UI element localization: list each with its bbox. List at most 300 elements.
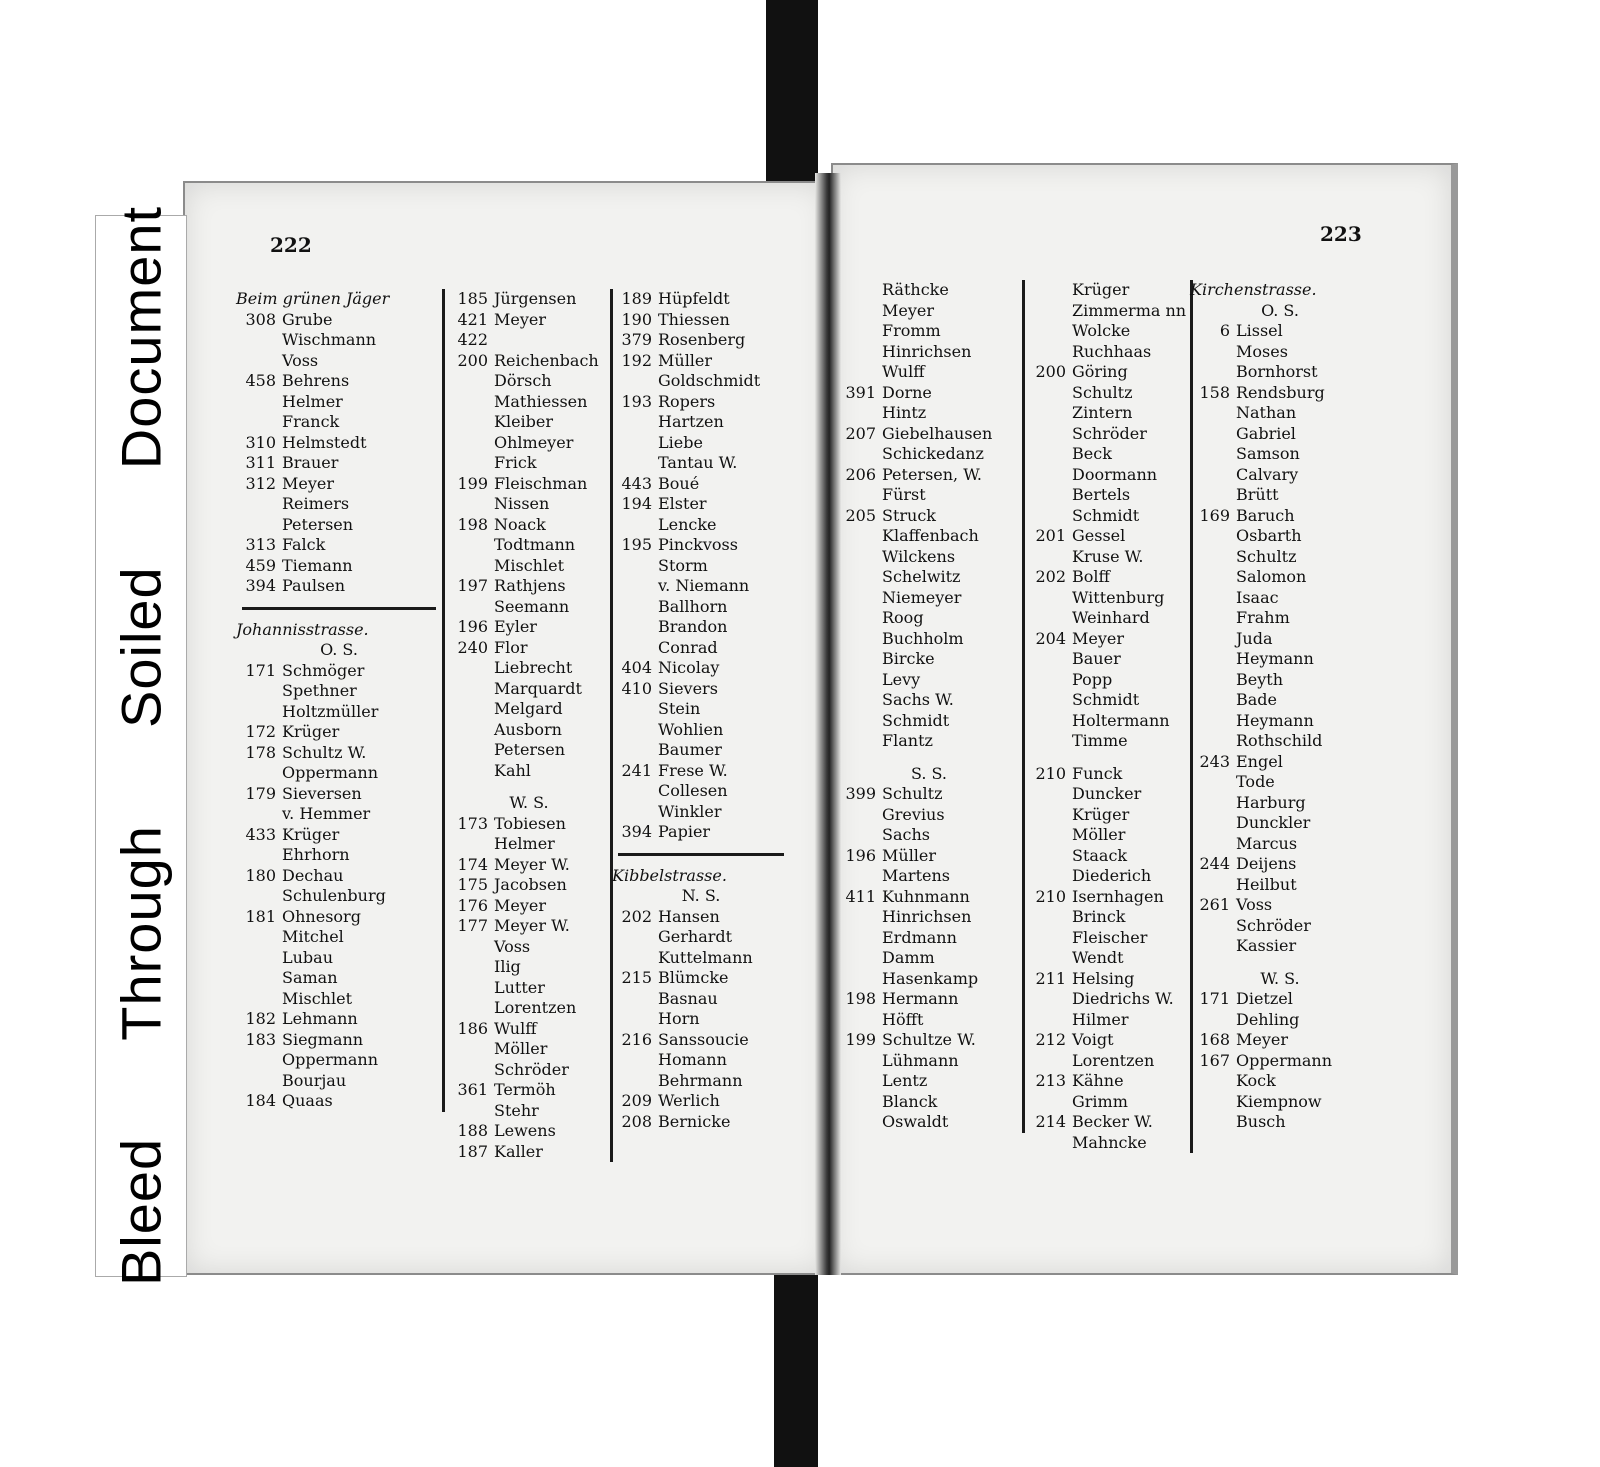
house-number: 458 — [245, 371, 276, 390]
resident-name: Hilmer — [1072, 1009, 1129, 1029]
resident-name: Wischmann — [282, 330, 377, 349]
resident-entry — [236, 556, 442, 577]
resident-name: Bourjau — [282, 1070, 347, 1090]
house-number: 197 — [457, 576, 488, 595]
house-number — [836, 866, 882, 887]
house-number — [448, 556, 494, 577]
resident-name: Schultz — [1072, 382, 1133, 402]
resident-entry — [448, 855, 610, 876]
house-number — [836, 711, 882, 732]
resident-entry — [1026, 424, 1190, 445]
resident-name: Dehling — [1236, 1009, 1300, 1029]
resident-entry — [448, 515, 610, 536]
resident-entry — [836, 1071, 1022, 1092]
stamp-word: Through — [109, 825, 173, 1041]
resident-name: Mathiessen — [494, 391, 588, 411]
resident-entry — [236, 784, 442, 805]
directory-column — [1026, 280, 1193, 1153]
resident-entry — [836, 825, 1022, 846]
house-number — [236, 330, 282, 351]
document-condition-stamp — [95, 205, 187, 1287]
resident-entry — [1026, 887, 1190, 908]
resident-name: Wulff — [882, 362, 925, 381]
resident-name: Kähne — [1072, 1071, 1124, 1090]
resident-name: Ehrhorn — [282, 845, 350, 864]
house-number — [836, 280, 882, 301]
resident-entry — [612, 371, 790, 392]
house-number — [448, 998, 494, 1019]
resident-name: Samson — [1236, 444, 1300, 463]
resident-entry — [1026, 280, 1190, 301]
resident-name: Horn — [658, 1009, 700, 1028]
house-number — [1026, 321, 1072, 342]
resident-entry — [236, 433, 442, 454]
resident-name: Popp — [1072, 669, 1113, 689]
resident-name: Collesen — [658, 781, 728, 800]
resident-entry — [612, 1112, 790, 1133]
resident-entry — [836, 567, 1022, 588]
resident-entry — [236, 948, 442, 969]
resident-entry — [1026, 825, 1190, 846]
house-number: 208 — [621, 1111, 652, 1131]
house-number — [1190, 711, 1236, 732]
resident-name: Hüpfeldt — [658, 289, 730, 308]
resident-entry — [236, 412, 442, 433]
house-number — [448, 761, 494, 782]
house-number — [612, 1071, 658, 1092]
resident-name: Seemann — [494, 596, 570, 616]
resident-name: Osbarth — [1236, 526, 1302, 545]
resident-name: Hinrichsen — [882, 907, 972, 926]
resident-name: Grube — [282, 309, 333, 329]
resident-entry — [612, 453, 790, 474]
resident-entry — [612, 1009, 790, 1030]
resident-name: Baruch — [1236, 505, 1295, 525]
resident-entry — [236, 661, 442, 682]
resident-name: Bircke — [882, 649, 935, 668]
resident-name: Sievers — [658, 678, 718, 698]
resident-entry — [1190, 485, 1370, 506]
house-number — [448, 937, 494, 958]
resident-name: Siegmann — [282, 1029, 364, 1049]
resident-entry — [1190, 506, 1370, 527]
house-number: 198 — [457, 514, 488, 534]
house-number: 433 — [245, 824, 276, 844]
house-number — [448, 1060, 494, 1081]
house-number: 313 — [245, 535, 276, 554]
resident-name: Lorentzen — [1072, 1050, 1155, 1070]
resident-name: Voss — [1236, 895, 1273, 914]
resident-name: Kleiber — [494, 412, 554, 431]
resident-name: Martens — [882, 866, 950, 885]
resident-name: Heymann — [1236, 649, 1314, 668]
resident-entry — [836, 805, 1022, 826]
house-number — [1190, 690, 1236, 711]
resident-name: Blümcke — [658, 968, 729, 987]
house-number: 216 — [621, 1029, 652, 1049]
resident-entry — [236, 494, 442, 515]
resident-entry — [612, 310, 790, 331]
resident-name: Kock — [1236, 1071, 1276, 1090]
resident-entry — [1190, 793, 1370, 814]
resident-entry — [836, 784, 1022, 805]
resident-name: Schröder — [1236, 915, 1311, 935]
house-number — [612, 453, 658, 474]
resident-entry — [236, 1009, 442, 1030]
resident-entry — [448, 679, 610, 700]
house-number: 177 — [457, 916, 488, 935]
resident-name: Brandon — [658, 617, 728, 636]
resident-name: Hartzen — [658, 412, 724, 431]
resident-entry — [836, 1092, 1022, 1113]
resident-name: Dörsch — [494, 371, 552, 390]
resident-name: Struck — [882, 505, 936, 525]
resident-name: Rosenberg — [658, 330, 746, 349]
resident-entry — [1190, 731, 1370, 752]
resident-name: Rendsburg — [1236, 382, 1325, 402]
resident-entry — [1190, 936, 1370, 957]
resident-name: Dietzel — [1236, 989, 1293, 1008]
resident-name: Bernicke — [658, 1111, 731, 1131]
resident-entry — [1190, 875, 1370, 896]
resident-entry — [612, 412, 790, 433]
resident-entry — [448, 474, 610, 495]
house-number: 399 — [845, 784, 876, 803]
house-number: 261 — [1199, 895, 1230, 914]
house-number — [836, 403, 882, 424]
resident-entry — [612, 822, 790, 843]
resident-entry — [236, 330, 442, 351]
house-number — [1026, 424, 1072, 445]
resident-entry — [448, 896, 610, 917]
house-number — [448, 978, 494, 999]
house-number — [236, 515, 282, 536]
resident-name: Bolff — [1072, 567, 1110, 586]
street-heading: Johannisstrasse. — [236, 619, 369, 639]
resident-name: Höfft — [882, 1009, 924, 1029]
street-side-label: S. S. — [910, 763, 948, 783]
house-number: 167 — [1199, 1050, 1230, 1070]
resident-name: Gabriel — [1236, 423, 1296, 443]
resident-name: Grevius — [882, 804, 945, 824]
resident-entry — [1026, 403, 1190, 424]
resident-name: Staack — [1072, 845, 1128, 865]
house-number: 422 — [457, 330, 488, 349]
binding-strip-bottom — [774, 1268, 818, 1467]
resident-name: Timme — [1072, 731, 1128, 750]
resident-name: Duncker — [1072, 784, 1142, 803]
resident-entry — [612, 761, 790, 782]
resident-entry — [836, 711, 1022, 732]
resident-name: Meyer — [282, 473, 335, 493]
resident-name: Räthcke — [882, 280, 949, 299]
house-number — [236, 681, 282, 702]
resident-name: Schröder — [1072, 423, 1147, 443]
stamp-word: Soiled — [109, 566, 173, 728]
house-number — [448, 597, 494, 618]
house-number: 171 — [1199, 989, 1230, 1008]
house-number: 194 — [621, 494, 652, 513]
resident-name: Nicolay — [658, 658, 720, 677]
resident-name: Falck — [282, 535, 326, 554]
resident-name: Rathjens — [494, 576, 566, 595]
resident-name: Weinhard — [1072, 608, 1150, 627]
resident-name: Harburg — [1236, 792, 1306, 812]
resident-name: Wilckens — [882, 546, 956, 566]
house-number: 209 — [621, 1091, 652, 1110]
house-number: 210 — [1035, 886, 1066, 906]
resident-name: Doormann — [1072, 464, 1158, 484]
house-number — [236, 1071, 282, 1092]
resident-entry — [1026, 764, 1190, 785]
house-number — [836, 1071, 882, 1092]
resident-name: Hansen — [658, 906, 720, 926]
resident-entry — [1190, 588, 1370, 609]
resident-name: Wendt — [1072, 948, 1124, 967]
house-number — [236, 412, 282, 433]
house-number — [448, 834, 494, 855]
resident-entry — [836, 588, 1022, 609]
house-number — [836, 485, 882, 506]
resident-entry — [1190, 813, 1370, 834]
house-number: 421 — [457, 309, 488, 329]
resident-name: Levy — [882, 669, 921, 689]
resident-entry — [448, 978, 610, 999]
house-number: 201 — [1035, 526, 1066, 545]
resident-name: Voigt — [1072, 1030, 1114, 1049]
resident-name: Ilig — [494, 957, 521, 976]
resident-name: Tantau W. — [658, 453, 738, 472]
resident-name: Liebrecht — [494, 658, 573, 677]
house-number — [612, 433, 658, 454]
resident-entry — [612, 699, 790, 720]
resident-entry — [1190, 424, 1370, 445]
house-number: 185 — [457, 289, 488, 308]
house-number — [1026, 485, 1072, 506]
resident-entry — [448, 392, 610, 413]
resident-entry — [612, 392, 790, 413]
house-number — [836, 444, 882, 465]
house-number — [836, 690, 882, 711]
resident-entry — [836, 362, 1022, 383]
resident-entry — [236, 763, 442, 784]
resident-entry — [836, 731, 1022, 752]
resident-entry — [836, 690, 1022, 711]
resident-entry — [236, 989, 442, 1010]
resident-entry — [448, 1080, 610, 1101]
resident-name: Fleischman — [494, 473, 588, 493]
resident-entry — [448, 412, 610, 433]
resident-name: Giebelhausen — [882, 423, 993, 443]
resident-name: Becker W. — [1072, 1112, 1153, 1131]
house-number — [836, 321, 882, 342]
resident-name: Schmidt — [1072, 505, 1140, 525]
resident-entry — [1026, 1092, 1190, 1113]
directory-column — [1190, 280, 1370, 1133]
resident-entry — [836, 846, 1022, 867]
house-number — [836, 362, 882, 383]
house-number — [836, 588, 882, 609]
resident-entry — [1026, 342, 1190, 363]
house-number — [836, 928, 882, 949]
resident-entry — [1026, 731, 1190, 752]
resident-entry — [448, 1101, 610, 1122]
resident-entry — [1190, 752, 1370, 773]
resident-name: Helmer — [282, 391, 343, 411]
resident-entry — [236, 453, 442, 474]
resident-entry — [448, 916, 610, 937]
house-number — [1026, 649, 1072, 670]
resident-name: Krüger — [282, 722, 340, 741]
resident-entry — [448, 1019, 610, 1040]
house-number: 178 — [245, 742, 276, 762]
resident-entry — [1026, 969, 1190, 990]
house-number — [1190, 834, 1236, 855]
resident-entry — [1026, 547, 1190, 568]
house-number — [612, 720, 658, 741]
resident-name: Liebe — [658, 432, 703, 452]
resident-entry — [1026, 928, 1190, 949]
house-number: 443 — [621, 473, 652, 493]
resident-entry — [1026, 526, 1190, 547]
resident-entry — [448, 453, 610, 474]
resident-name: Ruchhaas — [1072, 341, 1152, 361]
house-number: 214 — [1035, 1112, 1066, 1131]
house-number — [448, 453, 494, 474]
house-number: 190 — [621, 309, 652, 329]
resident-name: Kassier — [1236, 936, 1297, 955]
resident-entry — [236, 1030, 442, 1051]
resident-name: Marcus — [1236, 833, 1298, 853]
resident-name: Hermann — [882, 989, 959, 1008]
house-number: 172 — [245, 722, 276, 741]
house-number — [1026, 342, 1072, 363]
resident-entry — [448, 957, 610, 978]
resident-name: Fürst — [882, 485, 926, 504]
resident-name: Baumer — [658, 740, 722, 759]
house-number — [1190, 444, 1236, 465]
resident-entry — [448, 351, 610, 372]
resident-entry — [836, 547, 1022, 568]
house-number — [448, 720, 494, 741]
house-number — [236, 804, 282, 825]
house-number — [1190, 936, 1236, 957]
house-number — [1190, 342, 1236, 363]
resident-name: Ohnesorg — [282, 906, 361, 926]
house-number — [1190, 403, 1236, 424]
house-number — [612, 1050, 658, 1071]
resident-entry — [836, 424, 1022, 445]
resident-entry — [612, 1030, 790, 1051]
resident-name: Juda — [1236, 628, 1273, 648]
resident-name: Mitchel — [282, 927, 344, 946]
resident-entry — [1190, 690, 1370, 711]
section-gap — [836, 752, 1022, 764]
house-number — [1190, 485, 1236, 506]
resident-name: Damm — [882, 948, 935, 967]
resident-entry — [1026, 866, 1190, 887]
resident-entry — [836, 485, 1022, 506]
resident-entry — [236, 825, 442, 846]
resident-entry — [1190, 1071, 1370, 1092]
house-number: 189 — [621, 289, 652, 308]
resident-name: Schickedanz — [882, 444, 984, 463]
resident-name: Mahncke — [1072, 1132, 1147, 1152]
resident-name: Heilbut — [1236, 874, 1297, 894]
house-number: 379 — [621, 330, 652, 349]
resident-entry — [236, 927, 442, 948]
resident-name: Boué — [658, 473, 700, 493]
resident-entry — [612, 658, 790, 679]
house-number — [448, 392, 494, 413]
resident-name: Kruse W. — [1072, 546, 1144, 566]
resident-name: Hintz — [882, 403, 927, 422]
house-number — [1026, 928, 1072, 949]
house-number: 188 — [457, 1121, 488, 1140]
resident-name: Schmöger — [282, 660, 365, 680]
directory-column — [236, 289, 445, 1112]
resident-entry — [448, 576, 610, 597]
resident-entry — [236, 968, 442, 989]
resident-name: Funck — [1072, 763, 1123, 783]
resident-name: Flantz — [882, 731, 933, 750]
resident-entry — [836, 1030, 1022, 1051]
resident-name: Meyer W. — [494, 854, 570, 874]
resident-entry — [612, 740, 790, 761]
resident-name: Papier — [658, 822, 711, 841]
resident-name: Petersen, W. — [882, 464, 982, 484]
house-number — [1026, 301, 1072, 322]
resident-name: Voss — [282, 350, 319, 370]
resident-name: Fleischer — [1072, 927, 1148, 947]
resident-name: Engel — [1236, 751, 1283, 771]
house-number: 243 — [1199, 751, 1230, 771]
resident-name: Tiemann — [282, 555, 353, 575]
house-number: 404 — [621, 658, 652, 677]
resident-name: Saman — [282, 968, 338, 987]
house-number — [236, 1050, 282, 1071]
resident-entry — [1026, 444, 1190, 465]
resident-entry — [836, 907, 1022, 928]
resident-name: Meyer — [882, 300, 935, 320]
resident-name: Roog — [882, 608, 924, 627]
house-number — [448, 740, 494, 761]
resident-entry — [612, 679, 790, 700]
street-heading: Kibbelstrasse. — [612, 865, 727, 885]
house-number — [1026, 588, 1072, 609]
resident-entry — [448, 834, 610, 855]
resident-entry — [612, 556, 790, 577]
house-number — [236, 351, 282, 372]
house-number — [1026, 907, 1072, 928]
resident-entry — [448, 597, 610, 618]
resident-entry — [1190, 1030, 1370, 1051]
resident-name: Brauer — [282, 453, 339, 472]
resident-name: Zintern — [1072, 403, 1133, 422]
resident-name: Noack — [494, 514, 546, 534]
house-number — [1190, 547, 1236, 568]
house-number: 193 — [621, 391, 652, 411]
resident-name: Storm — [658, 555, 708, 575]
resident-entry — [1026, 690, 1190, 711]
resident-name: Helsing — [1072, 968, 1135, 988]
resident-entry — [612, 1091, 790, 1112]
resident-entry — [1190, 772, 1370, 793]
resident-name: Zimmerma nn — [1072, 300, 1187, 320]
resident-entry — [448, 814, 610, 835]
resident-entry — [236, 804, 442, 825]
resident-entry — [836, 608, 1022, 629]
